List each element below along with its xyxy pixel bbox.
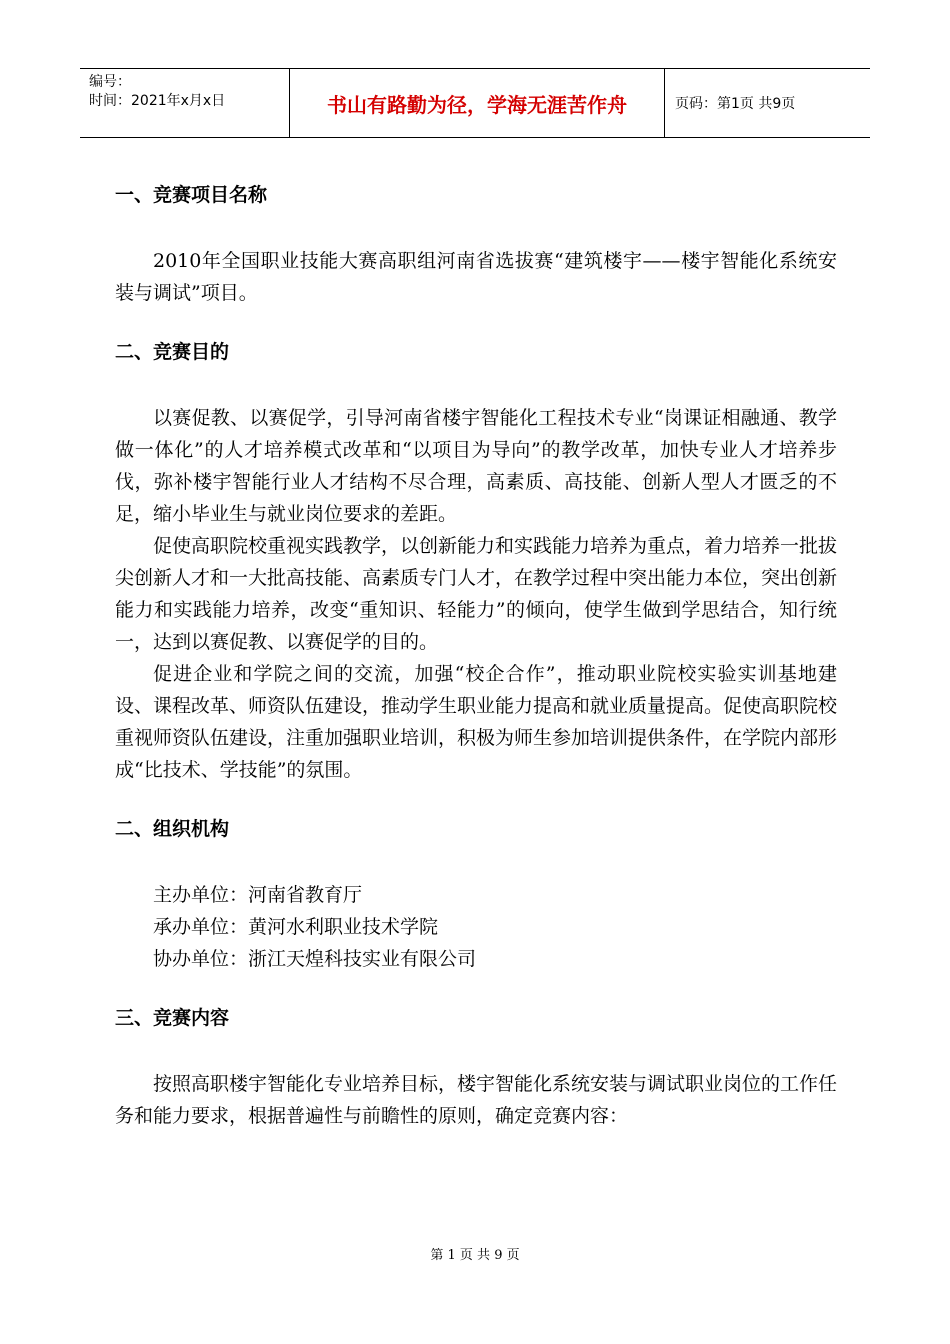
page-footer: 第 1 页 共 9 页 [430, 1248, 520, 1263]
document-number: 编号： [89, 74, 131, 90]
document-time: 时间：2021年x月x日 [89, 93, 226, 109]
paragraph: 促使高职院校重视实践教学，以创新能力和实践能力培养为重点，着力培养一批拔尖创新人才和一大批高技能、高素质专门人才，在教学过程中突出能力本位，突出创新能力和实践能力培养，改变“重知识、轻能力”的倾向，使学生做到学思结合，知行统一，达到以赛促教、以赛促学的目的。 [115, 535, 838, 653]
paragraph: 按照高职楼宇智能化专业培养目标，楼宇智能化系统安装与调试职业岗位的工作任务和能力要求，根据普遍性与前瞻性的原则，确定竞赛内容： [115, 1073, 838, 1127]
document-body [115, 180, 837, 1132]
org-organizer: 承办单位：黄河水利职业技术学院 [153, 916, 439, 938]
org-host: 主办单位：河南省教育厅 [153, 884, 363, 906]
paragraph: 2010年全国职业技能大赛高职组河南省选拔赛“建筑楼宇——楼宇智能化系统安装与调试”项目。 [115, 250, 837, 304]
paragraph: 以赛促教、以赛促学，引导河南省楼宇智能化工程技术专业“岗课证相融通、教学做一体化”的人才培养模式改革和“以项目为导向”的教学改革，加快专业人才培养步伐，弥补楼宇智能行业人才结构不尽合理，高素质、高技能、创新人型人才匮乏的不足，缩小毕业生与就业岗位要求的差距。 [115, 407, 837, 525]
section-title-purpose: 二、竞赛目的 [115, 341, 230, 363]
header-meta [80, 69, 290, 137]
header-table [80, 68, 870, 138]
section-title-organization: 二、组织机构 [115, 818, 230, 840]
section-title-project-name: 一、竞赛项目名称 [115, 184, 268, 206]
header-motto: 书山有路勤为径，学海无涯苦作舟 [290, 69, 665, 137]
header-page-info: 页码：第1页 共9页 [675, 96, 796, 112]
paragraph: 促进企业和学院之间的交流，加强“校企合作”，推动职业院校实验实训基地建设、课程改革、师资队伍建设，推动学生职业能力提高和就业质量提高。促使高职院校重视师资队伍建设，注重加强职业培训，积极为师生参加培训提供条件，在学院内部形成“比技术、学技能”的氛围。 [115, 663, 838, 781]
org-co-organizer: 协办单位：浙江天煌科技实业有限公司 [153, 948, 477, 970]
section-title-content: 三、竞赛内容 [115, 1007, 230, 1029]
